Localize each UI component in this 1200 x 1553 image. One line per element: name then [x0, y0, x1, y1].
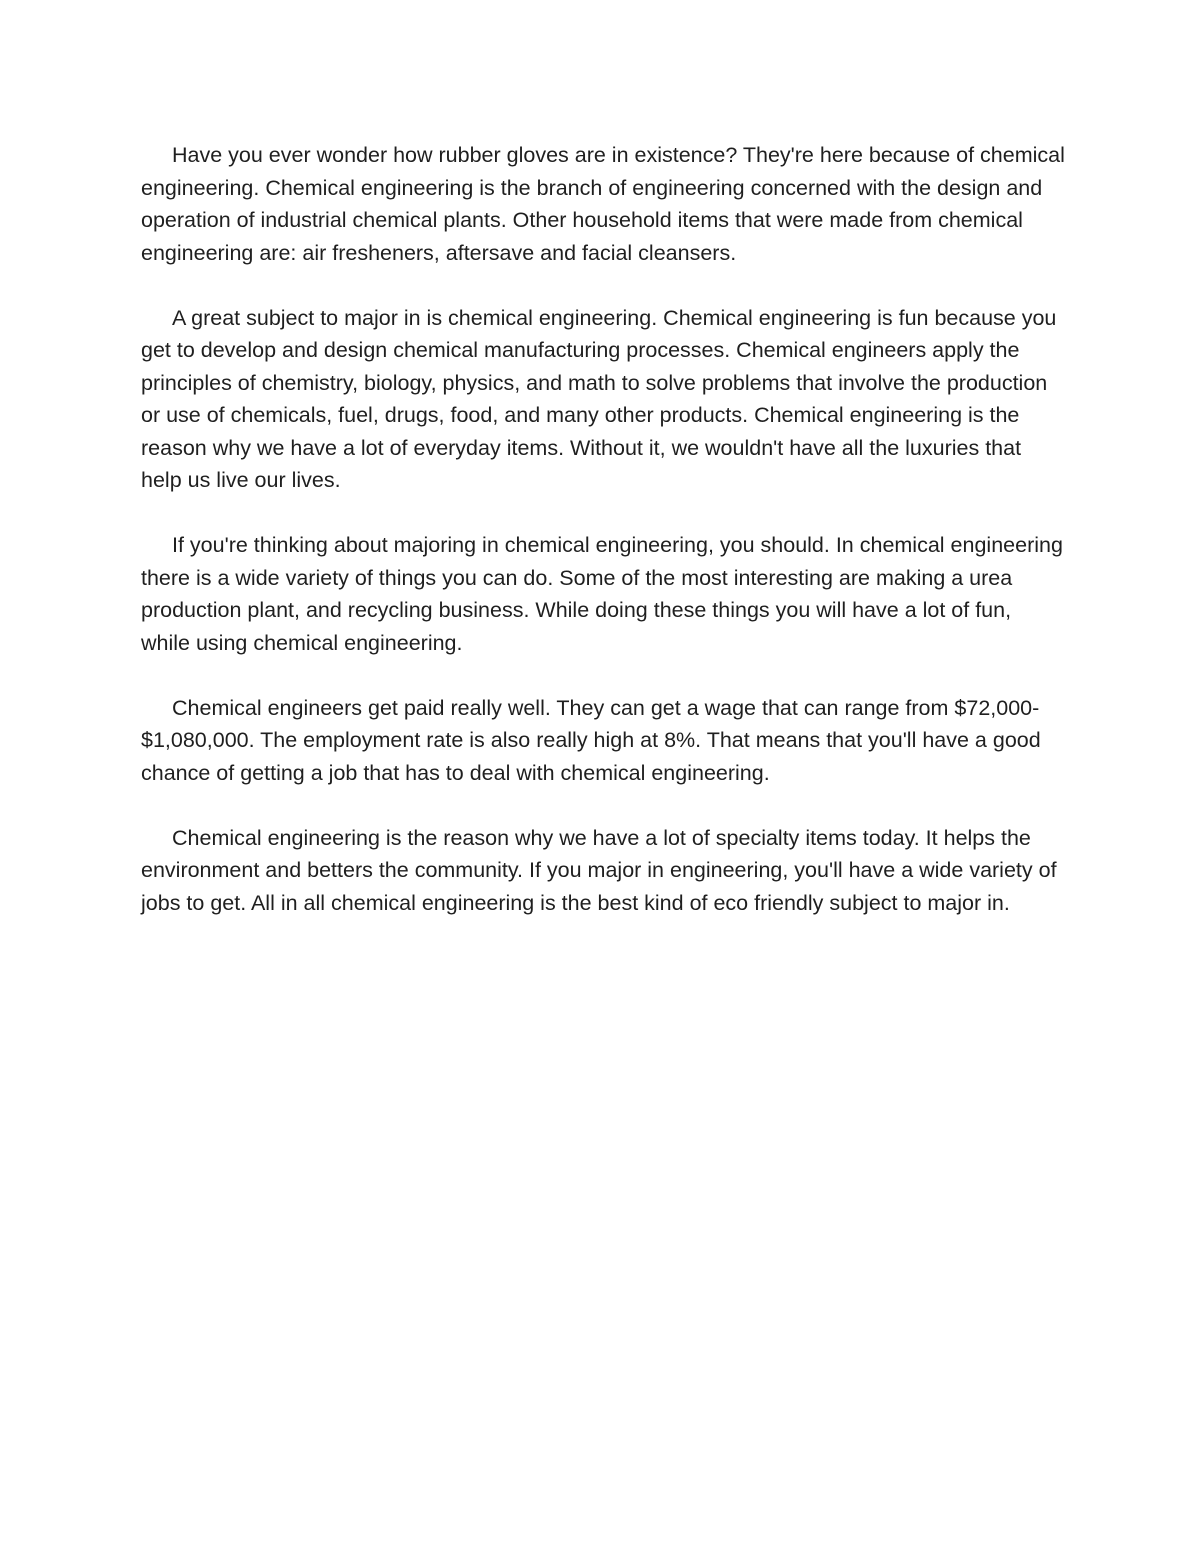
paragraph-major: A great subject to major in is chemical engineering. Chemical engineering is fun because you get to develop and design chemical manufacturing processes. Chemical engineers apply the principles of chemistry, biology, physics, and math to solve problems that involve the production or use of chemicals, fuel, drugs, food, and many other products. Chemical engineering is the reason why we have a lot of everyday items. Without it, we wouldn't have all the luxuries that help us live our lives. — [141, 305, 1057, 492]
paragraph-intro: Have you ever wonder how rubber gloves are in existence? They're here because of chemical engineering. Chemical engineering is the branch of engineering concerned with the design and operation of industrial chemical plants. Other household items that were made from chemical engineering are: air fresheners, aftersave and facial cleansers. — [141, 143, 1065, 265]
paragraph-conclusion: Chemical engineering is the reason why we have a lot of specialty items today. It helps the environment and betters the community. If you major in engineering, you'll have a wide variety of jobs to get. All in all chemical engineering is the best kind of eco friendly subject to major in. — [141, 825, 1057, 915]
paragraph-thinking: If you're thinking about majoring in chemical engineering, you should. In chemical engineering there is a wide variety of things you can do. Some of the most interesting are making a urea production plant, and recycling business. While doing these things you will have a lot of fun, while using chemical engineering. — [141, 533, 1063, 655]
document-body — [141, 139, 1066, 952]
paragraph-pay: Chemical engineers get paid really well. They can get a wage that can range from $72,000- $1,080,000. The employment rate is also really high at 8%. That means that you'll have a good chance of getting a job that has to deal with chemical engineering. — [141, 695, 1041, 785]
